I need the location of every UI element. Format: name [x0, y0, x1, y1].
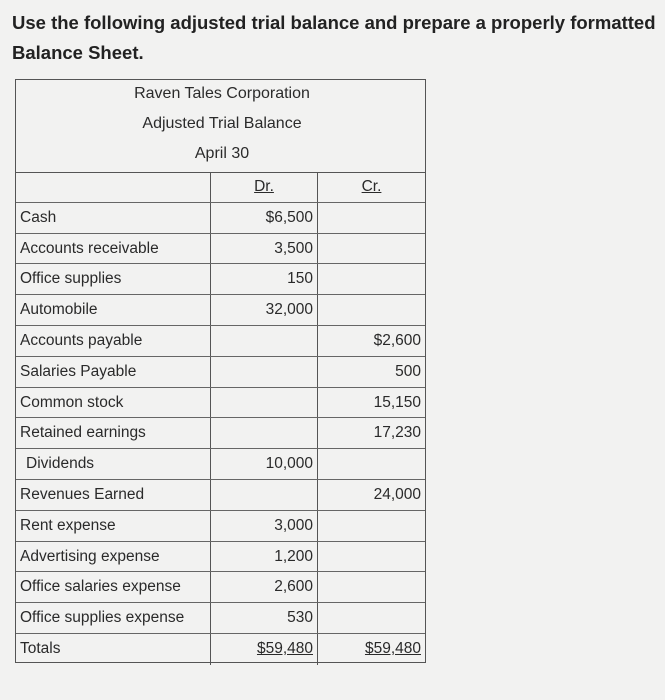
debit-amount: 32,000 [211, 295, 318, 325]
debit-amount: $6,500 [211, 203, 318, 233]
credit-amount [318, 572, 425, 602]
table-row [16, 295, 425, 326]
debit-amount [211, 388, 318, 418]
table-row [16, 418, 425, 449]
debit-amount [211, 357, 318, 387]
account-name: Revenues Earned [16, 480, 211, 510]
account-name: Office salaries expense [16, 572, 211, 602]
debit-amount: 3,000 [211, 511, 318, 541]
credit-amount [318, 603, 425, 633]
debit-amount: 530 [211, 603, 318, 633]
table-row [16, 542, 425, 573]
debit-amount [211, 480, 318, 510]
statement-date: April 30 [194, 145, 250, 162]
table-row [16, 203, 425, 234]
debit-amount: 3,500 [211, 234, 318, 264]
table-row [16, 449, 425, 480]
debit-amount: 2,600 [211, 572, 318, 602]
credit-amount [318, 542, 425, 572]
credit-amount: 15,150 [373, 393, 421, 411]
debit-amount [211, 418, 318, 448]
table-row [16, 357, 425, 388]
account-name: Automobile [16, 295, 211, 325]
account-name: Advertising expense [16, 542, 211, 572]
credit-amount [318, 295, 425, 325]
statement-title: Adjusted Trial Balance [142, 115, 302, 132]
account-name: Office supplies [16, 264, 211, 294]
account-name: Office supplies expense [16, 603, 211, 633]
credit-amount: $2,600 [373, 332, 421, 349]
table-row [16, 572, 425, 603]
table-row [16, 388, 425, 419]
account-name: Salaries Payable [16, 357, 211, 387]
credit-amount: $59,480 [364, 640, 421, 657]
account-name: Retained earnings [16, 418, 211, 448]
debit-amount: 10,000 [211, 449, 318, 479]
account-name: Common stock [16, 388, 211, 418]
credit-column-header: Cr. [361, 178, 382, 195]
credit-amount [318, 234, 425, 264]
account-name: Dividends [16, 449, 211, 479]
debit-amount: $59,480 [211, 634, 318, 665]
table-row [16, 264, 425, 295]
debit-amount [211, 326, 318, 356]
table-row [16, 511, 425, 542]
credit-amount: 17,230 [373, 424, 421, 442]
account-column-header [16, 172, 211, 202]
credit-amount [318, 449, 425, 479]
instructions-text: Use the following adjusted trial balance and prepare a properly formatted Balance Sheet. [12, 12, 656, 63]
account-name: Accounts payable [16, 326, 211, 356]
table-row [16, 326, 425, 357]
credit-amount: 24,000 [373, 486, 421, 503]
credit-amount [318, 203, 425, 233]
credit-amount [318, 511, 425, 541]
column-header-row [16, 172, 425, 203]
table-row [16, 603, 425, 634]
account-name: Cash [16, 203, 211, 233]
table-header [16, 80, 425, 173]
table-row [16, 480, 425, 511]
account-name: Totals [16, 634, 211, 665]
debit-amount: 150 [211, 264, 318, 294]
totals-row [16, 634, 425, 665]
table-row [16, 234, 425, 265]
debit-column-header: Dr. [211, 172, 318, 202]
account-name: Rent expense [16, 511, 211, 541]
company-name: Raven Tales Corporation [134, 85, 310, 102]
debit-amount: 1,200 [211, 542, 318, 572]
credit-amount [318, 264, 425, 294]
trial-balance-table [15, 79, 426, 663]
credit-amount: 500 [395, 362, 421, 380]
account-name: Accounts receivable [16, 234, 211, 264]
